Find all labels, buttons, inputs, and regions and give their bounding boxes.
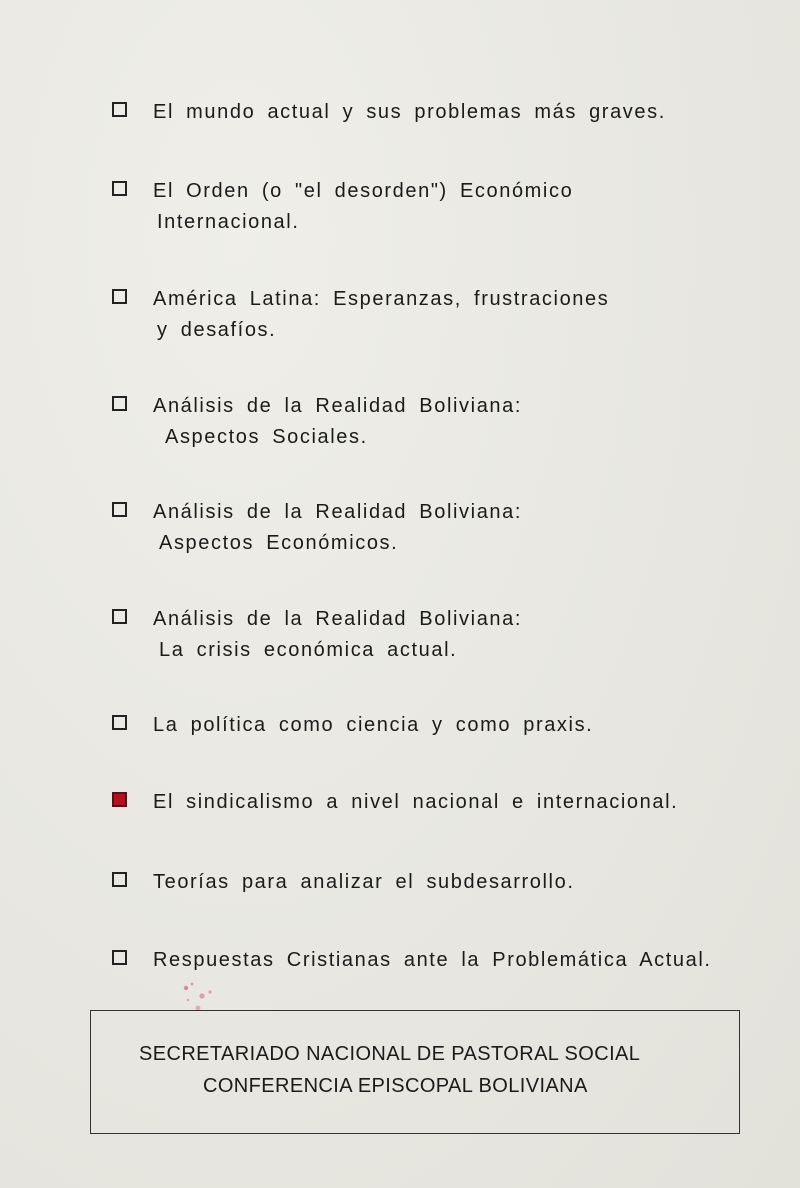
item-line-continuation: Aspectos Sociales.: [165, 426, 368, 448]
list-item: [112, 391, 772, 453]
item-line: Teorías para analizar el subdesarrollo.: [153, 871, 575, 893]
item-text: [153, 787, 678, 818]
checkbox-orden-economico[interactable]: [112, 181, 127, 196]
item-text: [153, 867, 574, 898]
item-line: Respuestas Cristianas ante la Problemática Actual.: [153, 949, 712, 971]
list-item: [112, 710, 772, 741]
checkbox-aspectos-economicos[interactable]: [112, 502, 127, 517]
list-item: [112, 787, 772, 818]
checkbox-crisis-economica[interactable]: [112, 609, 127, 624]
list-item: [112, 604, 772, 666]
list-item: [112, 176, 772, 238]
item-line-continuation: y desafíos.: [157, 319, 277, 341]
list-item: [112, 97, 772, 128]
checkbox-mundo-actual[interactable]: [112, 102, 127, 117]
item-line: América Latina: Esperanzas, frustraciones: [153, 288, 610, 310]
list-item: [112, 945, 772, 976]
list-item: [112, 867, 772, 898]
item-line: Análisis de la Realidad Boliviana:: [153, 608, 523, 630]
item-text: [153, 945, 712, 976]
checkbox-sindicalismo-checked[interactable]: [112, 792, 127, 807]
item-text: [153, 284, 609, 346]
item-line-continuation: Internacional.: [157, 211, 300, 233]
publisher-line-2: CONFERENCIA EPISCOPAL BOLIVIANA: [203, 1075, 588, 1097]
checkbox-america-latina[interactable]: [112, 289, 127, 304]
item-line: Análisis de la Realidad Boliviana:: [153, 501, 523, 523]
checkbox-teorias-subdesarrollo[interactable]: [112, 872, 127, 887]
list-item: [112, 284, 772, 346]
item-line-continuation: Aspectos Económicos.: [159, 532, 399, 554]
item-line-continuation: La crisis económica actual.: [159, 639, 458, 661]
item-line: Análisis de la Realidad Boliviana:: [153, 395, 523, 417]
item-line: El Orden (o "el desorden") Económico: [153, 180, 574, 202]
item-text: [153, 497, 522, 559]
item-text: [153, 604, 522, 666]
checkbox-respuestas-cristianas[interactable]: [112, 950, 127, 965]
item-line: El sindicalismo a nivel nacional e internacional.: [153, 791, 679, 813]
item-text: [153, 391, 522, 453]
publisher-line-1: SECRETARIADO NACIONAL DE PASTORAL SOCIAL: [139, 1043, 641, 1065]
list-item: [112, 497, 772, 559]
item-text: [153, 710, 593, 741]
checkbox-politica[interactable]: [112, 715, 127, 730]
item-line: El mundo actual y sus problemas más graves.: [153, 101, 666, 123]
item-text: [153, 176, 573, 238]
item-line: La política como ciencia y como praxis.: [153, 714, 594, 736]
item-text: [153, 97, 666, 128]
checkbox-aspectos-sociales[interactable]: [112, 396, 127, 411]
publisher-box: [90, 1010, 740, 1134]
